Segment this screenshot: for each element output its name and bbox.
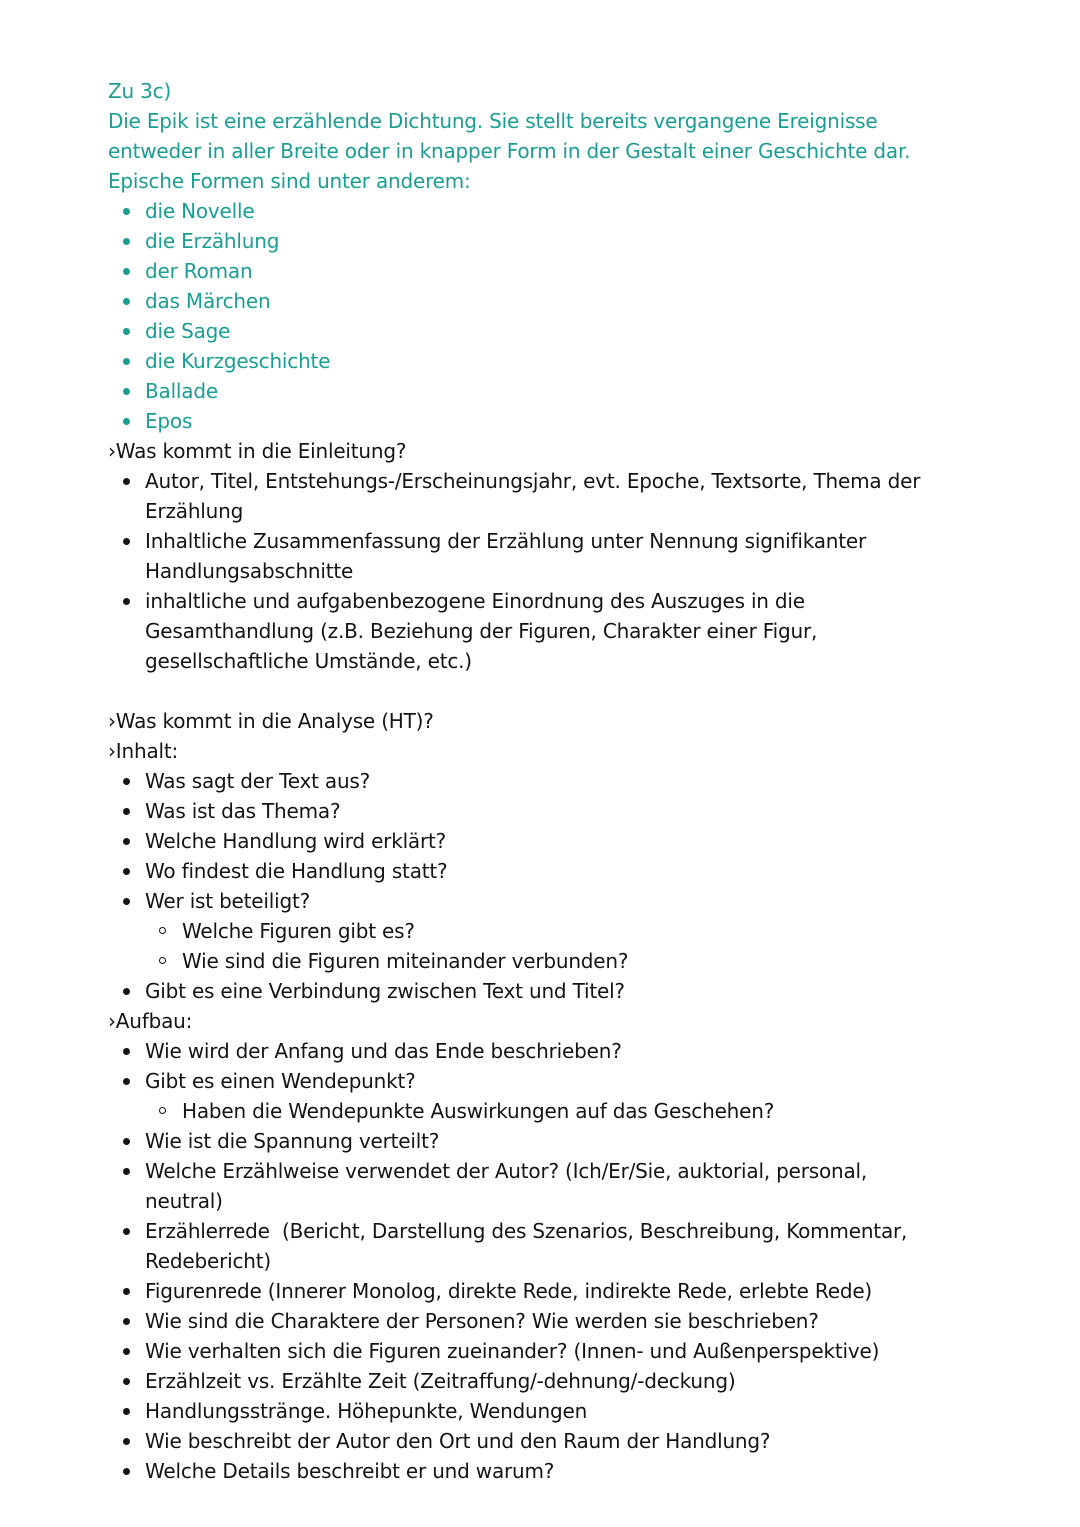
list-item: Wie ist die Spannung verteilt? [108, 1126, 988, 1156]
bullet-icon [123, 988, 130, 995]
bullet-icon [123, 298, 130, 305]
inhalt-heading: ›Inhalt: [108, 739, 179, 763]
list-item: Autor, Titel, Entstehungs-/Erscheinungsjahr, evt. Epoche, Textsorte, Thema der Erzählung [108, 466, 988, 526]
list-item: Wo findest die Handlung statt? [108, 856, 988, 886]
bullet-icon [123, 1048, 130, 1055]
list-item: inhaltliche und aufgabenbezogene Einordnung des Auszuges in die Gesamthandlung (z.B. Beziehung der Figuren, Charakter einer Figur, gesellschaftliche Umstände, etc.) [108, 586, 988, 676]
bullet-icon [123, 418, 130, 425]
hollow-bullet-icon [159, 1107, 166, 1114]
wendepunkt-sublist [108, 1096, 988, 1126]
einleitung-list [108, 466, 988, 676]
list-item: Was ist das Thema? [108, 796, 988, 826]
aufbau-list [108, 1036, 988, 1096]
bullet-icon [123, 1378, 130, 1385]
sub-list-item: Wie sind die Figuren miteinander verbunden? [108, 946, 988, 976]
list-item: Wer ist beteiligt? [108, 886, 988, 916]
bullet-icon [123, 328, 130, 335]
hollow-bullet-icon [159, 927, 166, 934]
beteiligt-sublist [108, 916, 988, 976]
list-item: die Sage [108, 316, 988, 346]
list-item: Was sagt der Text aus? [108, 766, 988, 796]
list-item: Erzählzeit vs. Erzählte Zeit (Zeitraffung/-dehnung/-deckung) [108, 1366, 988, 1396]
list-item: Erzählerrede (Bericht, Darstellung des Szenarios, Beschreibung, Kommentar, Redebericht) [108, 1216, 988, 1276]
bullet-icon [123, 1318, 130, 1325]
list-item: die Novelle [108, 196, 988, 226]
bullet-icon [123, 1408, 130, 1415]
section-3c-heading: Zu 3c) [108, 79, 172, 103]
bullet-icon [123, 1228, 130, 1235]
list-item: Wie wird der Anfang und das Ende beschrieben? [108, 1036, 988, 1066]
epic-forms-list [108, 196, 988, 436]
bullet-icon [123, 598, 130, 605]
bullet-icon [123, 478, 130, 485]
list-item: Handlungsstränge. Höhepunkte, Wendungen [108, 1396, 988, 1426]
bullet-icon [123, 238, 130, 245]
list-item: Gibt es eine Verbindung zwischen Text und Titel? [108, 976, 988, 1006]
bullet-icon [123, 1348, 130, 1355]
list-item: Epos [108, 406, 988, 436]
sub-list-item: Haben die Wendepunkte Auswirkungen auf das Geschehen? [108, 1096, 988, 1126]
section-einleitung [108, 436, 988, 676]
list-item: Wie verhalten sich die Figuren zueinander? (Innen- und Außenperspektive) [108, 1336, 988, 1366]
document-page [108, 76, 988, 1486]
aufbau-heading: ›Aufbau: [108, 1009, 193, 1033]
bullet-icon [123, 1468, 130, 1475]
list-item: Figurenrede (Innerer Monolog, direkte Rede, indirekte Rede, erlebte Rede) [108, 1276, 988, 1306]
inhalt-list-cont [108, 976, 988, 1006]
bullet-icon [123, 1168, 130, 1175]
bullet-icon [123, 838, 130, 845]
bullet-icon [123, 1138, 130, 1145]
list-item: Welche Handlung wird erklärt? [108, 826, 988, 856]
bullet-icon [123, 868, 130, 875]
list-item: die Kurzgeschichte [108, 346, 988, 376]
list-item: das Märchen [108, 286, 988, 316]
bullet-icon [123, 268, 130, 275]
sub-list-item: Welche Figuren gibt es? [108, 916, 988, 946]
section-3c [108, 76, 988, 436]
list-item: Gibt es einen Wendepunkt? [108, 1066, 988, 1096]
aufbau-list-cont [108, 1126, 988, 1486]
list-item: Welche Erzählweise verwendet der Autor? (Ich/Er/Sie, auktorial, personal, neutral) [108, 1156, 988, 1216]
bullet-icon [123, 208, 130, 215]
bullet-icon [123, 1288, 130, 1295]
bullet-icon [123, 388, 130, 395]
bullet-icon [123, 778, 130, 785]
bullet-icon [123, 358, 130, 365]
spacer [108, 676, 988, 706]
einleitung-heading: ›Was kommt in die Einleitung? [108, 439, 407, 463]
inhalt-list [108, 766, 988, 916]
list-item: Ballade [108, 376, 988, 406]
intro-line: entweder in aller Breite oder in knapper Form in der Gestalt einer Geschichte dar. [108, 139, 911, 163]
list-item: Wie sind die Charaktere der Personen? Wie werden sie beschrieben? [108, 1306, 988, 1336]
bullet-icon [123, 1438, 130, 1445]
analyse-heading: ›Was kommt in die Analyse (HT)? [108, 709, 434, 733]
bullet-icon [123, 898, 130, 905]
list-item: Welche Details beschreibt er und warum? [108, 1456, 988, 1486]
hollow-bullet-icon [159, 957, 166, 964]
bullet-icon [123, 808, 130, 815]
intro-line: Die Epik ist eine erzählende Dichtung. Sie stellt bereits vergangene Ereignisse [108, 109, 878, 133]
bullet-icon [123, 1078, 130, 1085]
section-analyse [108, 706, 988, 1486]
list-item: der Roman [108, 256, 988, 286]
bullet-icon [123, 538, 130, 545]
intro-line: Epische Formen sind unter anderem: [108, 169, 471, 193]
list-item: Wie beschreibt der Autor den Ort und den Raum der Handlung? [108, 1426, 988, 1456]
list-item: Inhaltliche Zusammenfassung der Erzählung unter Nennung signifikanter Handlungsabschnitte [108, 526, 988, 586]
list-item: die Erzählung [108, 226, 988, 256]
